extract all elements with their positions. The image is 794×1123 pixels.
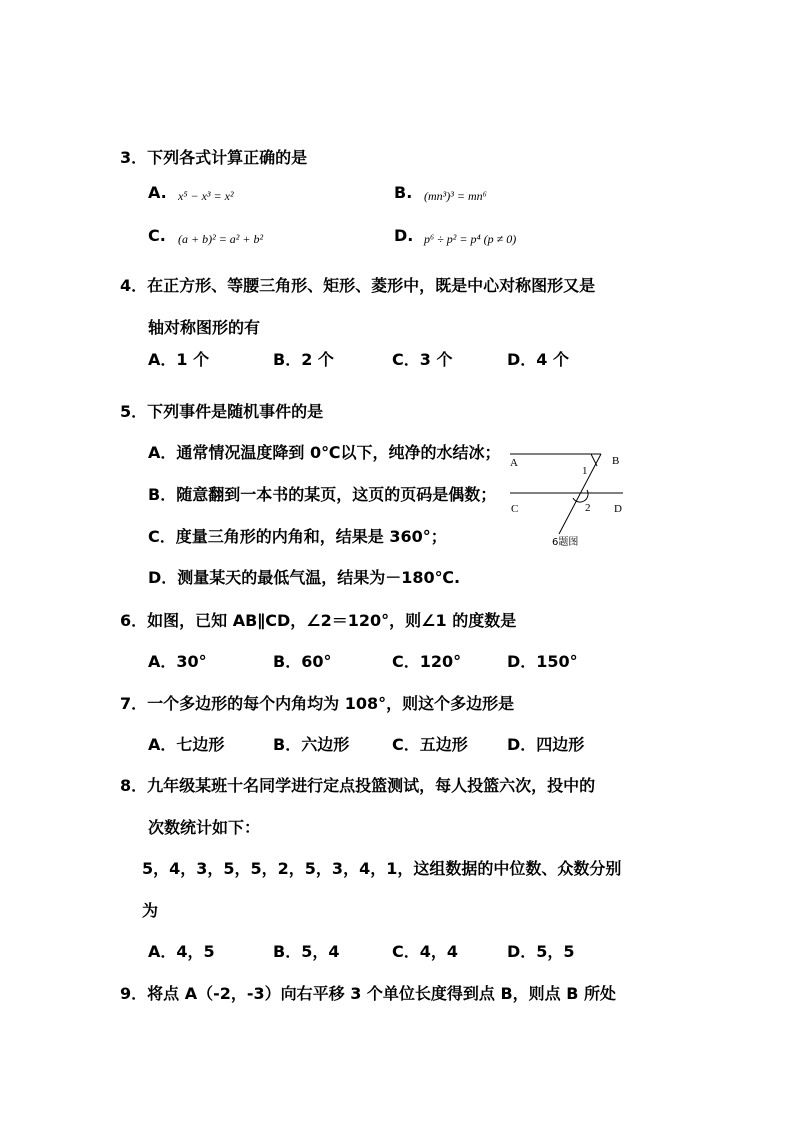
q8-option-c: C．4，4	[392, 942, 459, 961]
q3-option-c-label: C.	[148, 226, 166, 245]
q3-option-d-label: D.	[394, 226, 414, 245]
q3-option-a-expr: x⁵ − x³ = x²	[178, 189, 234, 203]
label-point-b: B	[612, 455, 620, 467]
q4-option-d: D．4 个	[507, 350, 569, 369]
label-angle-2: 2	[585, 502, 591, 514]
q9-stem: 9．将点 A（-2，-3）向右平移 3 个单位长度得到点 B，则点 B 所处	[120, 984, 617, 1003]
q7-option-d: D．四边形	[507, 735, 585, 754]
q3-option-b-expr: (mn³)³ = mn⁶	[424, 189, 487, 203]
q4-option-a: A．1 个	[148, 350, 210, 369]
q6-option-b: B．60°	[273, 652, 332, 671]
q6-stem: 6．如图，已知 AB∥CD，∠2＝120°，则∠1 的度数是	[120, 611, 517, 630]
q4-option-c: C．3 个	[392, 350, 453, 369]
q6-option-d: D．150°	[507, 652, 578, 671]
label-point-d: D	[614, 503, 622, 515]
q4-stem-line1: 4．在正方形、等腰三角形、矩形、菱形中，既是中心对称图形又是	[120, 276, 596, 295]
q5-option-c: C．度量三角形的内角和，结果是 360°；	[148, 527, 447, 546]
q7-stem: 7．一个多边形的每个内角均为 108°，则这个多边形是	[120, 694, 515, 713]
q8-data-line: 5，4，3，5，5，2，5，3，4，1，这组数据的中位数、众数分别	[142, 859, 622, 878]
q4-stem-line2: 轴对称图形的有	[148, 318, 261, 337]
q7-option-c: C．五边形	[392, 735, 468, 754]
q8-option-d: D．5，5	[507, 942, 575, 961]
transversal-line	[559, 454, 601, 534]
q6-option-c: C．120°	[392, 652, 462, 671]
q5-stem: 5．下列事件是随机事件的是	[120, 402, 324, 421]
label-point-a: A	[510, 457, 518, 469]
q7-option-b: B．六边形	[273, 735, 350, 754]
label-point-c: C	[511, 503, 519, 515]
q4-option-b: B．2 个	[273, 350, 334, 369]
q5-option-d: D．测量某天的最低气温，结果为－180℃.	[148, 568, 461, 587]
label-angle-1: 1	[582, 465, 588, 477]
q8-data-line2: 为	[142, 901, 159, 920]
q6-option-a: A．30°	[148, 652, 207, 671]
q8-stem-line2: 次数统计如下：	[148, 818, 261, 837]
q3-option-c-expr: (a + b)² = a² + b²	[178, 232, 264, 246]
q3-option-d-expr: p⁶ ÷ p² = p⁴ (p ≠ 0)	[424, 232, 517, 246]
q8-option-a: A．4，5	[148, 942, 215, 961]
triangle-side	[591, 454, 597, 466]
q8-stem-line1: 8．九年级某班十名同学进行定点投篮测试，每人投篮六次，投中的	[120, 776, 596, 795]
q3-stem: 3．下列各式计算正确的是	[120, 148, 308, 167]
q3-option-b-label: B.	[394, 183, 413, 202]
q5-option-a: A．通常情况温度降到 0℃以下，纯净的水结冰；	[148, 443, 501, 462]
q7-option-a: A．七边形	[148, 735, 225, 754]
q5-option-b: B．随意翻到一本书的某页，这页的页码是偶数；	[148, 485, 497, 504]
figure-caption: 6题图	[552, 537, 579, 548]
angle-2-arc	[573, 490, 588, 502]
q3-option-a-label: A.	[148, 183, 167, 202]
q8-option-b: B．5，4	[273, 942, 340, 961]
